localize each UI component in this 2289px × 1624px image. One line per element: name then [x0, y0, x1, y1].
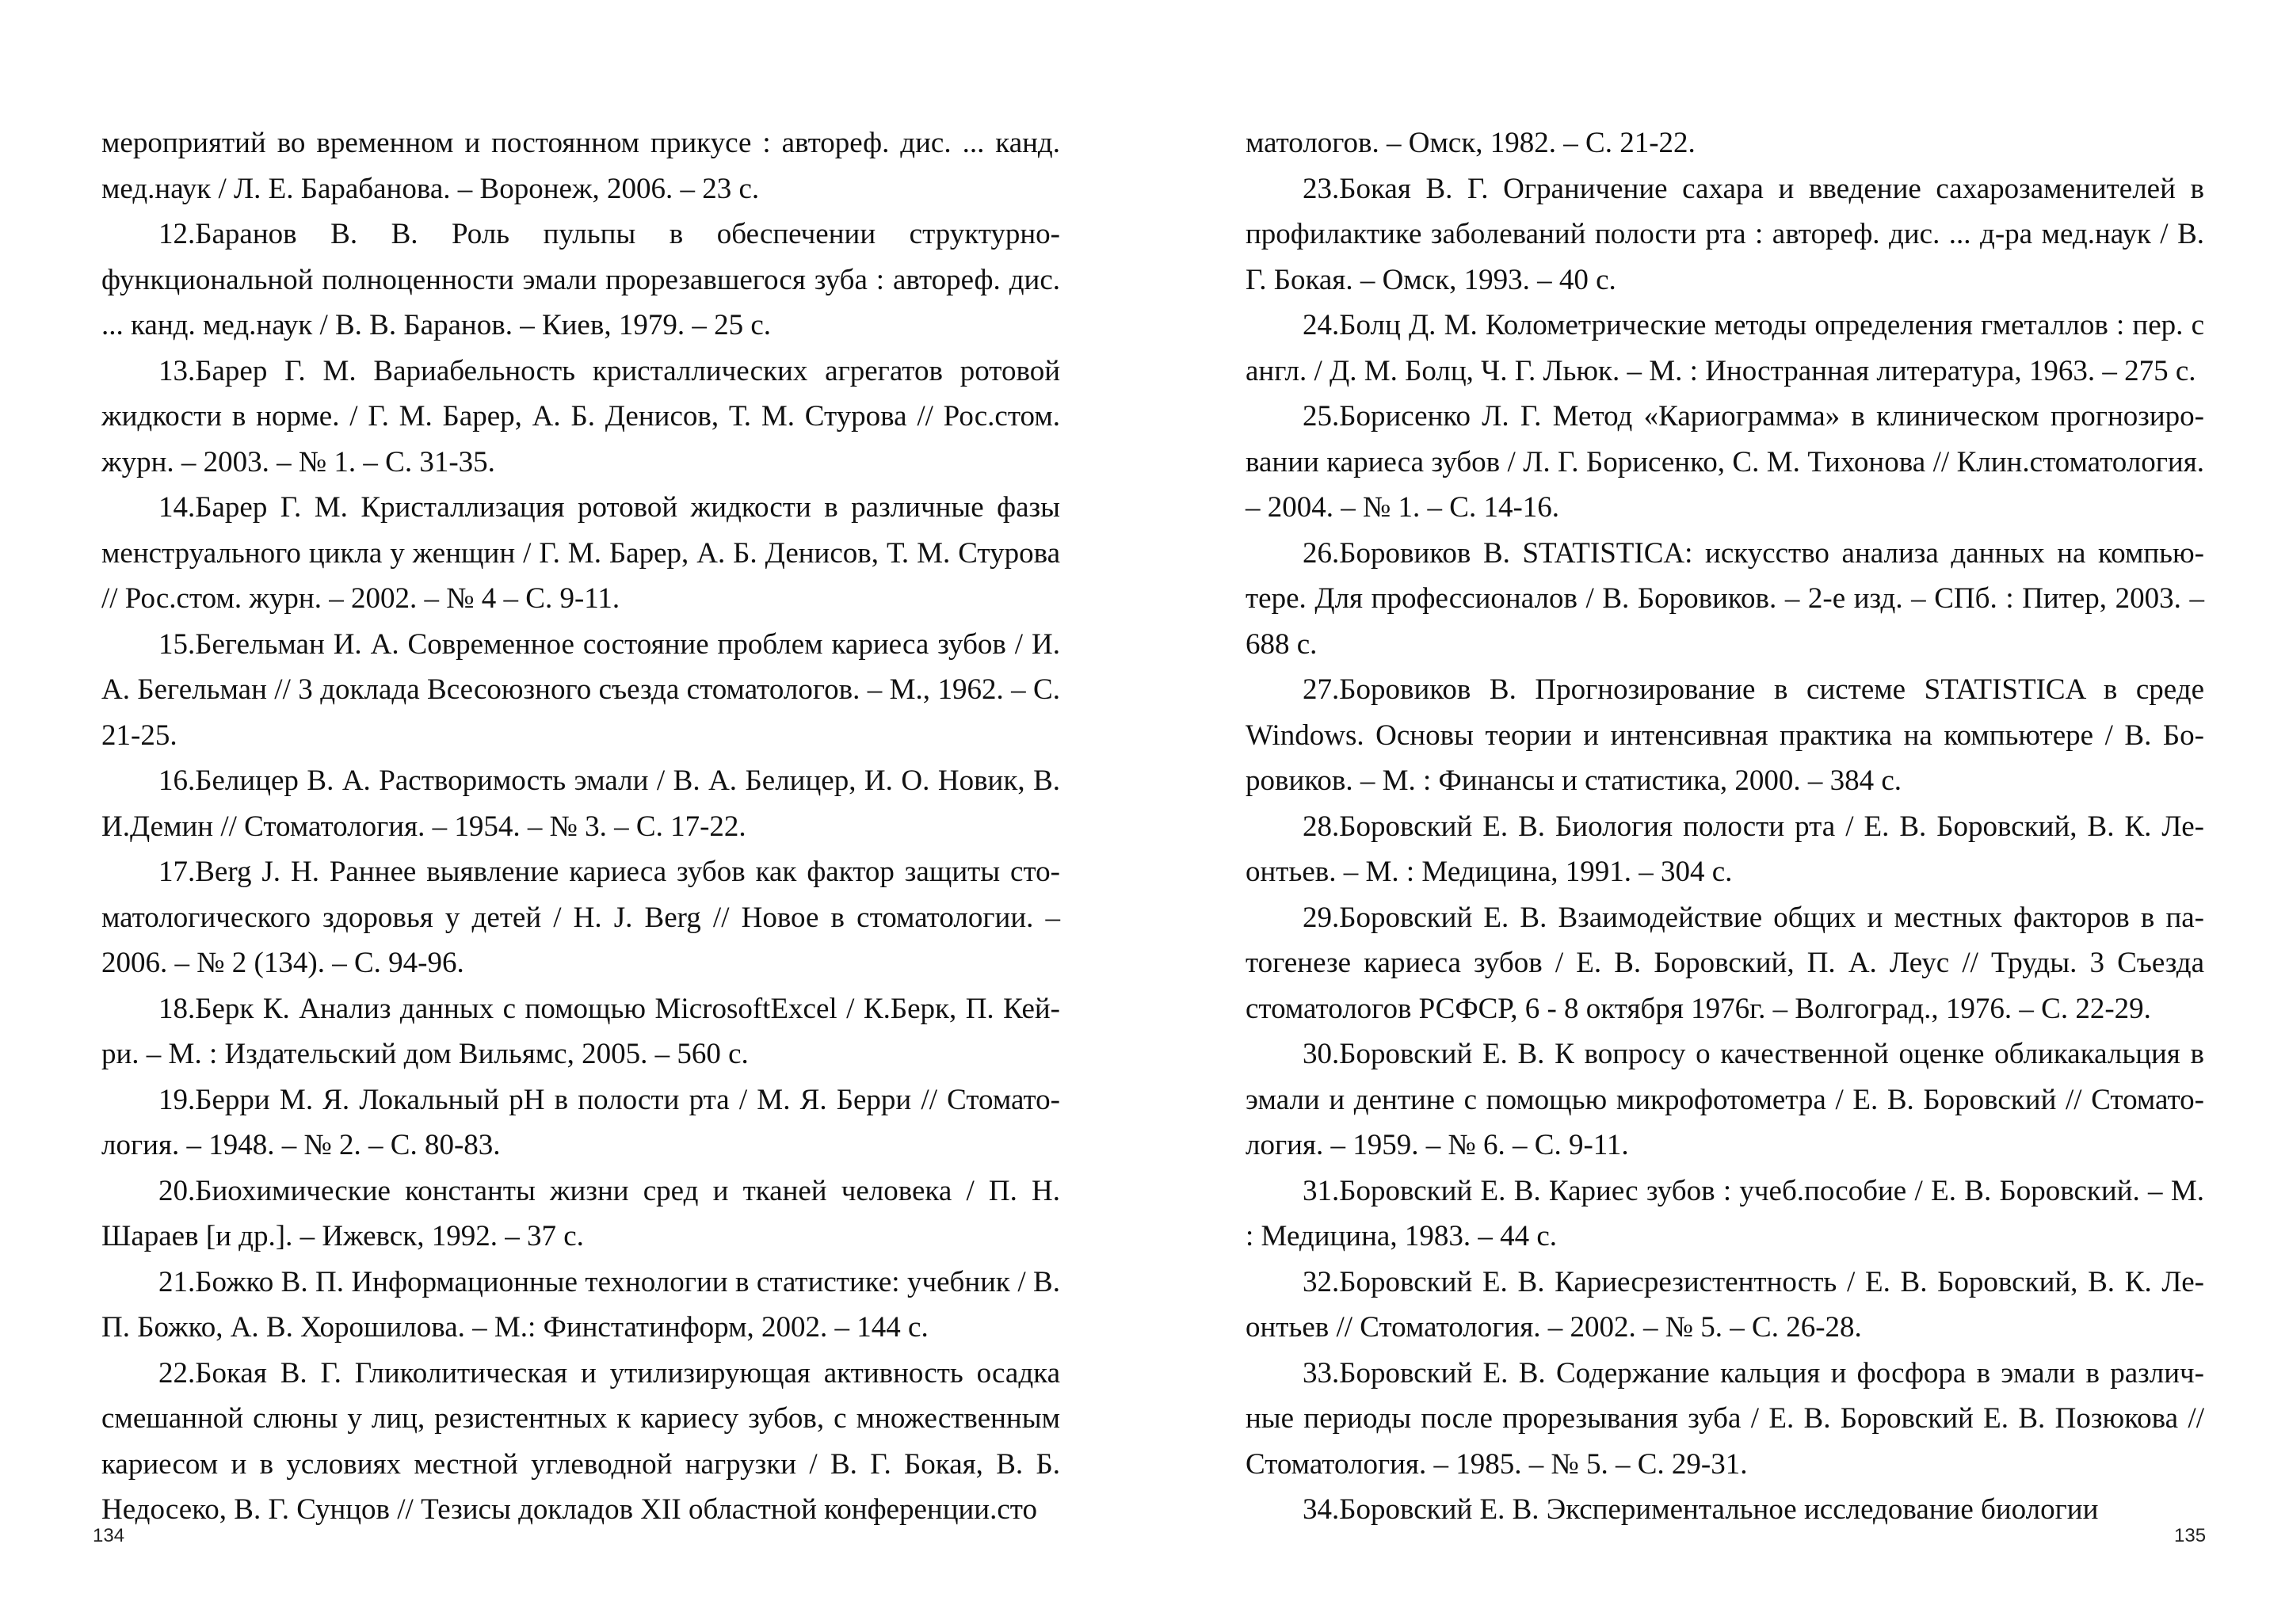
reference-entry: 17.Berg J. H. Раннее выявление кариеса зубов как фактор защиты стоматологического здоровья у детей / H. J. Berg // Новое в стоматологии. – 2006. – № 2 (134). – С. 94-96.: [101, 856, 1060, 979]
right-reference-list: [1246, 120, 2204, 1533]
reference-entry: 23.Бокая В. Г. Ограничение сахара и введение сахарозаменителей в профилактике заболеваний полости рта : автореф. дис. ... д-ра мед.наук / В. Г. Бокая. – Омск, 1993. – 40 с.: [1246, 172, 2204, 296]
reference-entry: 20.Биохимические константы жизни сред и тканей человека / П. Н. Шараев [и др.]. – Ижевск, 1992. – 37 с.: [101, 1174, 1060, 1252]
reference-entry: 13.Барер Г. М. Вариабельность кристаллических агрегатов ротовой жидкости в норме. / Г. М. Барер, А. Б. Денисов, Т. М. Стурова // Рос.стом. журн. – 2003. – № 1. – С. 31-35.: [101, 354, 1060, 478]
reference-entry: 27.Боровиков В. Прогнозирование в системе STATISTICA в среде Windows. Основы теории и интенсивная практика на компьютере / В. Боровиков. – М. : Финансы и статистика, 2000. – 384 с.: [1246, 673, 2204, 797]
reference-entry: 28.Боровский Е. В. Биология полости рта / Е. В. Боровский, В. К. Леонтьев. – М. : Медицина, 1991. – 304 с.: [1246, 810, 2204, 888]
reference-entry: 32.Боровский Е. В. Кариесрезистентность / Е. В. Боровский, В. К. Леонтьев // Стоматология. – 2002. – № 5. – С. 26-28.: [1246, 1265, 2204, 1344]
reference-entry: 24.Болц Д. М. Колометрические методы определения гметаллов : пер. с англ. / Д. М. Болц, Ч. Г. Льюк. – М. : Иностранная литература, 1963. – 275 с.: [1246, 309, 2204, 387]
reference-entry: 21.Божко В. П. Информационные технологии в статистике: учебник / В. П. Божко, А. В. Хорошилова. – М.: Финстатинформ, 2002. – 144 с.: [101, 1265, 1060, 1344]
page-number: 135: [2174, 1525, 2207, 1546]
reference-continuation: мероприятий во временном и постоянном прикусе : автореф. дис. ... канд. мед.наук / Л. Е. Барабанова. – Воронеж, 2006. – 23 с.: [101, 127, 1060, 205]
reference-entry: 25.Борисенко Л. Г. Метод «Кариограмма» в клиническом прогнозировании кариеса зубов / Л. Г. Борисенко, С. М. Тихонова // Клин.стоматология. – 2004. – № 1. – С. 14-16.: [1246, 400, 2204, 524]
reference-entry: 16.Белицер В. А. Растворимость эмали / В. А. Белицер, И. О. Новик, В. И.Демин // Стоматология. – 1954. – № 3. – С. 17-22.: [101, 764, 1060, 843]
left-page: [0, 0, 1144, 1624]
reference-entry: 34.Боровский Е. В. Экспериментальное исследование биологии: [1303, 1493, 2099, 1526]
reference-entry: 19.Берри М. Я. Локальный pH в полости рта / М. Я. Берри // Стоматология. – 1948. – № 2. – С. 80-83.: [101, 1083, 1060, 1161]
reference-continuation: матологов. – Омск, 1982. – С. 21-22.: [1246, 127, 1696, 159]
reference-entry: 22.Бокая В. Г. Гликолитическая и утилизирующая активность осадка смешанной слюны у лиц, резистентных к кариесу зубов, с множественным кариесом и в условиях местной углеводной нагрузки / В. Г. Бокая, В. Б. Недосеко, В. Г. Сунцов // Тезисы докладов XII областной конференции.сто: [101, 1356, 1060, 1526]
reference-entry: 15.Бегельман И. А. Современное состояние проблем кариеса зубов / И. А. Бегельман // 3 доклада Всесоюзного съезда стоматологов. – М., 1962. – С. 21-25.: [101, 627, 1060, 752]
reference-entry: 26.Боровиков В. STATISTICA: искусство анализа данных на компьютере. Для профессионалов / В. Боровиков. – 2-е изд. – СПб. : Питер, 2003. – 688 с.: [1246, 536, 2204, 661]
right-page: [1144, 0, 2288, 1624]
reference-entry: 30.Боровский Е. В. К вопросу о качественной оценке обликакальция в эмали и дентине с помощью микрофотометра / Е. В. Боровский // Стоматология. – 1959. – № 6. – С. 9-11.: [1246, 1038, 2204, 1161]
page-number: 134: [93, 1525, 125, 1546]
reference-entry: 18.Берк К. Анализ данных с помощью MicrosoftExcel / К.Берк, П. Кейри. – М. : Издательский дом Вильямс, 2005. – 560 с.: [101, 992, 1060, 1070]
reference-entry: 12.Баранов В. В. Роль пульпы в обеспечении структурно-функциональной полноценности эмали прорезавшегося зуба : автореф. дис. ... канд. мед.наук / В. В. Баранов. – Киев, 1979. – 25 с.: [101, 218, 1060, 341]
left-reference-list: [101, 120, 1060, 1533]
reference-entry: 29.Боровский Е. В. Взаимодействие общих и местных факторов в патогенезе кариеса зубов / Е. В. Боровский, П. А. Леус // Труды. 3 Съезда стоматологов РСФСР, 6 - 8 октября 1976г. – Волгоград., 1976. – С. 22-29.: [1246, 901, 2204, 1025]
reference-entry: 14.Барер Г. М. Кристаллизация ротовой жидкости в различные фазы менструального цикла у женщин / Г. М. Барер, А. Б. Денисов, Т. М. Стурова // Рос.стом. журн. – 2002. – № 4 – С. 9-11.: [101, 491, 1060, 615]
reference-entry: 31.Боровский Е. В. Кариес зубов : учеб.пособие / Е. В. Боровский. – М. : Медицина, 1983. – 44 с.: [1246, 1174, 2204, 1252]
reference-entry: 33.Боровский Е. В. Содержание кальция и фосфора в эмали в различные периоды после прорезывания зуба / Е. В. Боровский Е. В. Позюкова // Стоматология. – 1985. – № 5. – С. 29-31.: [1246, 1356, 2204, 1481]
